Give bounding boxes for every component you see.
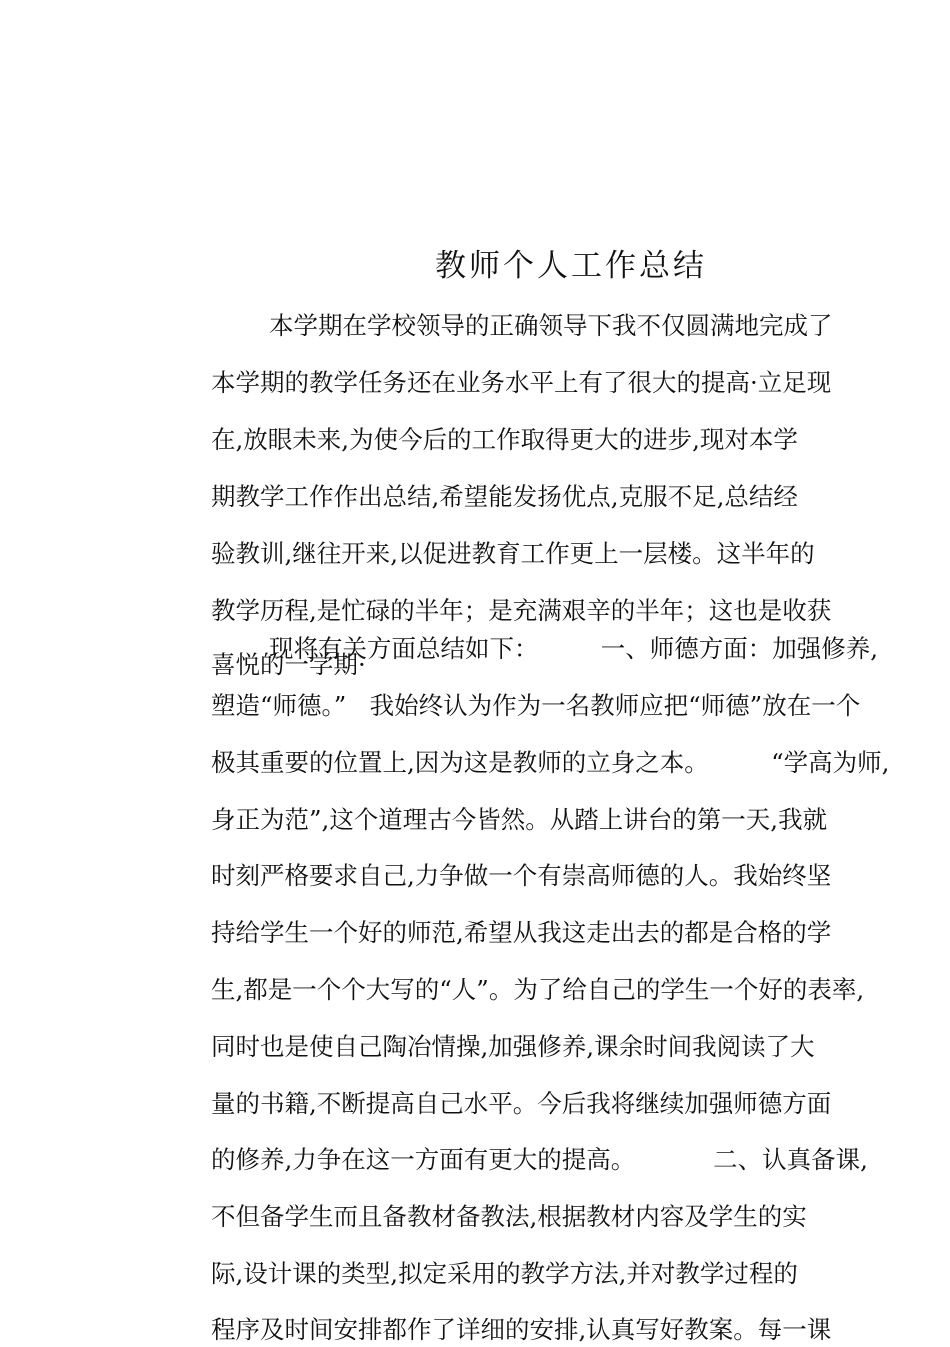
body-line: 不但备学生而且备教材备教法,根据教材内容及学生的实 xyxy=(211,1202,807,1231)
body-line: 本学期的教学任务还在业务水平上有了很大的提高·立足现 xyxy=(211,368,832,397)
body-line: 现将有关方面总结如下： 一、师德方面：加强修养, xyxy=(269,634,879,663)
body-line: 的修养,力争在这一方面有更大的提高。 二、认真备课, xyxy=(211,1145,868,1174)
body-line: 同时也是使自己陶冶情操,加强修养,课余时间我阅读了大 xyxy=(211,1032,815,1061)
body-line: 本学期在学校领导的正确领导下我不仅圆满地完成了 xyxy=(269,311,833,340)
body-line: 程序及时间安排都作了详细的安排,认真写好教案。每一课 xyxy=(211,1315,832,1344)
body-line: 身正为范”,这个道理古今皆然。从踏上讲台的第一天,我就 xyxy=(211,805,828,834)
body-line: 持给学生一个好的师范,希望从我这走出去的都是合格的学 xyxy=(211,918,832,947)
body-line: 量的书籍,不断提高自己水平。今后我将继续加强师德方面 xyxy=(211,1089,832,1118)
body-line: 生,都是一个个大写的“人”。为了给自己的学生一个好的表率, xyxy=(211,975,865,1004)
body-line: 喜悦的一学期· xyxy=(211,650,366,679)
body-line: 教学历程,是忙碌的半年；是充满艰辛的半年；这也是收获 xyxy=(211,596,832,625)
body-line: 时刻严格要求自己,力争做一个有崇高师德的人。我始终坚 xyxy=(211,861,832,890)
page-title: 教师个人工作总结 xyxy=(435,248,707,284)
body-line: 塑造“师德。” 我始终认为作为一名教师应把“师德”放在一个 xyxy=(211,691,861,720)
body-line: 期教学工作作出总结,希望能发扬优点,克服不足,总结经 xyxy=(211,482,798,511)
body-line: 验教训,继往开来,以促进教育工作更上一层楼。这半年的 xyxy=(211,539,815,568)
body-line: 际,设计课的类型,拟定采用的教学方法,并对教学过程的 xyxy=(211,1259,798,1288)
body-line: 在,放眼未来,为使今后的工作取得更大的进步,现对本学 xyxy=(211,425,798,454)
body-line: 极其重要的位置上,因为这是教师的立身之本。 “学高为师, xyxy=(211,748,890,777)
